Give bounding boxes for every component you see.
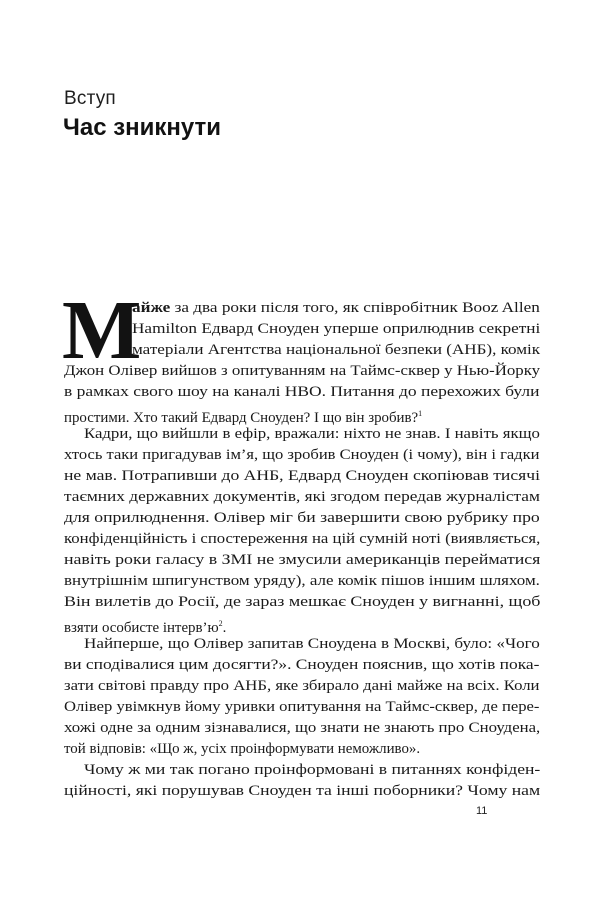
text-line: конфіденційність і спостереження на цій сумній ноті (виявляється, (64, 531, 541, 547)
text-line (132, 298, 540, 319)
chapter-title: Час зникнути (63, 114, 222, 141)
text-line: внутрішнім шпигунством уряду), але комік пішов іншим шляхом. (64, 573, 540, 589)
text-line: для оприлюднення. Олівер міг би завершити свою рубрику про (64, 510, 540, 526)
page-number: 11 (476, 805, 488, 817)
text-line: Він вилетів до Росії, де зараз мешкає Сноуден у вигнанні, щоб (64, 594, 541, 610)
lead-word: айже (132, 300, 171, 316)
text-line: хтось таки пригадував ім’я, що зробив Сноуден (і чому), він і гадки (64, 447, 540, 463)
text-line: хожі одне за одним зізнавалися, що знати не знають про Сноудена, (64, 720, 541, 736)
drop-cap: М (62, 284, 142, 377)
text-line: таємних державних документів, які згодом передав журналістам (64, 489, 540, 505)
line-text: за два роки після того, як співробітник Booz Allen (170, 300, 540, 316)
text-line: зати світові правду про АНБ, яке збирало дані майже на всіх. Коли (64, 678, 540, 694)
footnote-mark: 2 (218, 619, 223, 628)
line-text: взяти особисте інтерв’ю (64, 620, 219, 636)
text-line: матеріали Агентства національної безпеки (АНБ), комік (132, 342, 541, 358)
text-line: в рамках свого шоу на каналі HBO. Питання до перехожих були (64, 384, 540, 400)
text-line: ви сподівалися цим досягти?». Сноуден пояснив, що хотів пока- (64, 657, 540, 673)
text-line: не мав. Потрапивши до АНБ, Едвард Сноуден скопіював тисячі (64, 468, 540, 484)
text-line: Найперше, що Олівер запитав Сноудена в Москві, було: «Чого (84, 636, 540, 652)
text-line: Олівер увімкнув йому уривки опитування на Таймс-сквер, де пере- (64, 699, 540, 715)
text-line: той відповів: «Що ж, усіх проінформувати неможливо». (64, 741, 421, 757)
text-line: Чому ж ми так погано проінформовані в питаннях конфіден- (84, 762, 541, 778)
text-line: Hamilton Едвард Сноуден уперше оприлюднив секретні (132, 321, 541, 337)
section-label: Вступ (64, 88, 116, 109)
text-line: навіть роки галасу в ЗМІ не змусили американців перейматися (64, 552, 541, 568)
line-text: простими. Хто такий Едвард Сноуден? І що він зробив? (64, 410, 419, 426)
line-text: . (222, 620, 227, 636)
text-line: Кадри, що вийшли в ефір, вражали: ніхто не знав. І навіть якщо (84, 426, 540, 442)
text-line: ційності, які порушував Сноуден та інші поборники? Чому нам (64, 783, 541, 799)
text-line: Джон Олівер вийшов з опитуванням на Таймс-сквер у Нью-Йорку (64, 363, 541, 379)
footnote-mark: 1 (418, 409, 423, 418)
